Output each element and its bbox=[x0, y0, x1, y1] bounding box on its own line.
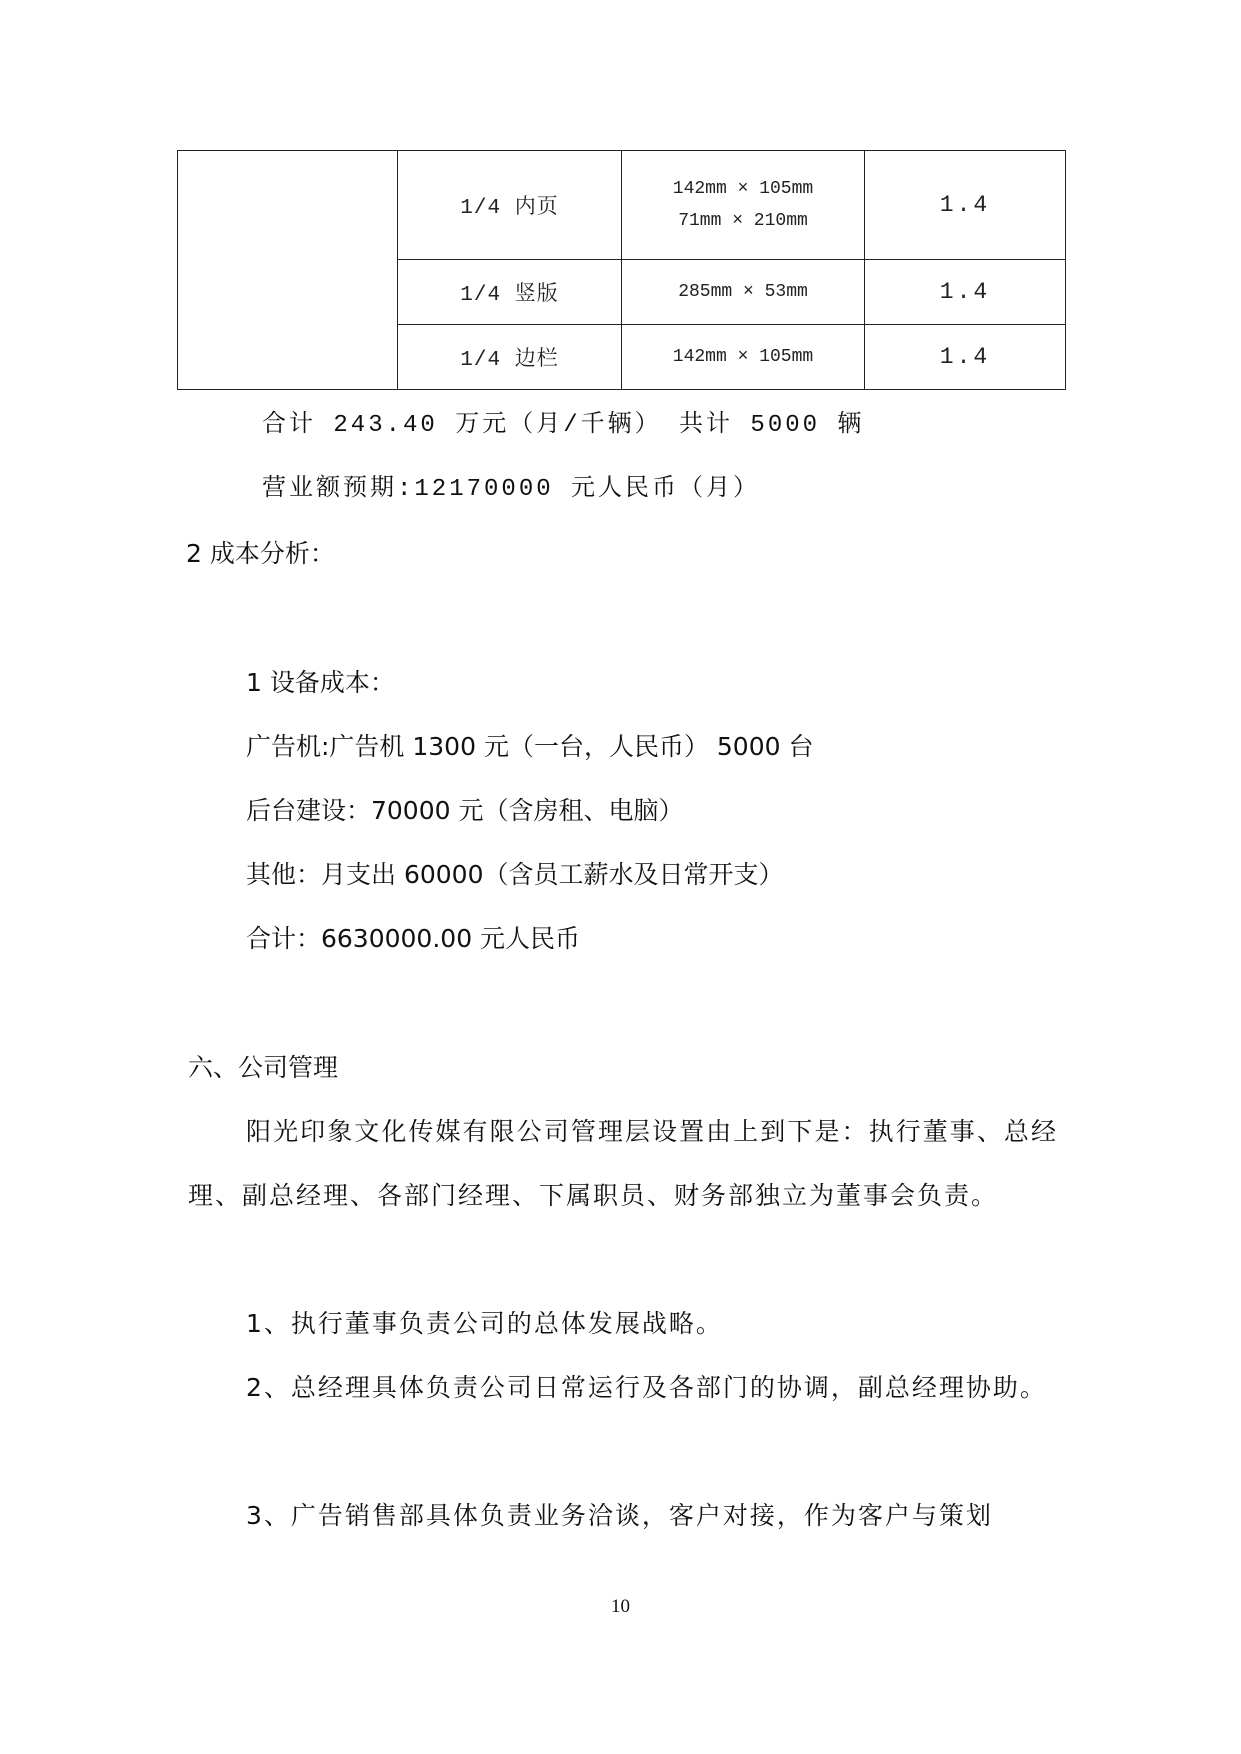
management-point: 2、总经理具体负责公司日常运行及各部门的协调，副总经理协助。 bbox=[246, 1373, 1047, 1402]
ad-size-line: 285mm × 53mm bbox=[678, 282, 808, 302]
cost-item: 其他：月支出 60000（含员工薪水及日常开支） bbox=[246, 860, 784, 889]
ad-type-cell: 1/4 内页 bbox=[398, 151, 622, 260]
total-summary-line: 合计 243.40 万元（月/千辆） 共计 5000 辆 bbox=[262, 412, 865, 439]
management-intro-paragraph: 阳光印象文化传媒有限公司管理层设置由上到下是：执行董事、总经理、副总经理、各部门经理、下属职员、财务部独立为董事会负责。 bbox=[188, 1117, 1058, 1210]
ad-price-cell: 1.4 bbox=[865, 260, 1066, 325]
ad-size-line: 142mm × 105mm bbox=[672, 347, 814, 367]
merged-empty-cell bbox=[178, 151, 398, 390]
ad-size-cell bbox=[622, 260, 865, 325]
ad-pricing-table bbox=[177, 150, 1066, 390]
management-point: 3、广告销售部具体负责业务洽谈，客户对接，作为客户与策划 bbox=[246, 1501, 993, 1530]
management-point: 1、执行董事负责公司的总体发展战略。 bbox=[246, 1309, 723, 1338]
cost-item: 后台建设：70000 元（含房租、电脑） bbox=[246, 796, 684, 825]
ad-price-cell: 1.4 bbox=[865, 325, 1066, 390]
ad-size-cell bbox=[622, 325, 865, 390]
page-number: 10 bbox=[611, 1596, 630, 1617]
ad-price-cell: 1.4 bbox=[865, 151, 1066, 260]
ad-size-line: 71mm × 210mm bbox=[678, 211, 808, 231]
cost-item: 广告机:广告机 1300 元（一台，人民币） 5000 台 bbox=[246, 732, 814, 761]
revenue-forecast-line: 营业额预期:12170000 元人民币（月） bbox=[262, 476, 761, 503]
cost-total: 合计：6630000.00 元人民币 bbox=[246, 924, 581, 953]
ad-size-line: 142mm × 105mm bbox=[672, 179, 814, 199]
equipment-cost-heading: 1 设备成本： bbox=[246, 668, 395, 697]
ad-size-cell bbox=[622, 151, 865, 260]
ad-type-cell: 1/4 竖版 bbox=[398, 260, 622, 325]
cost-analysis-heading: 2 成本分析： bbox=[186, 539, 335, 568]
company-management-heading: 六、公司管理 bbox=[188, 1053, 339, 1082]
table-row bbox=[178, 151, 1066, 260]
ad-type-cell: 1/4 边栏 bbox=[398, 325, 622, 390]
